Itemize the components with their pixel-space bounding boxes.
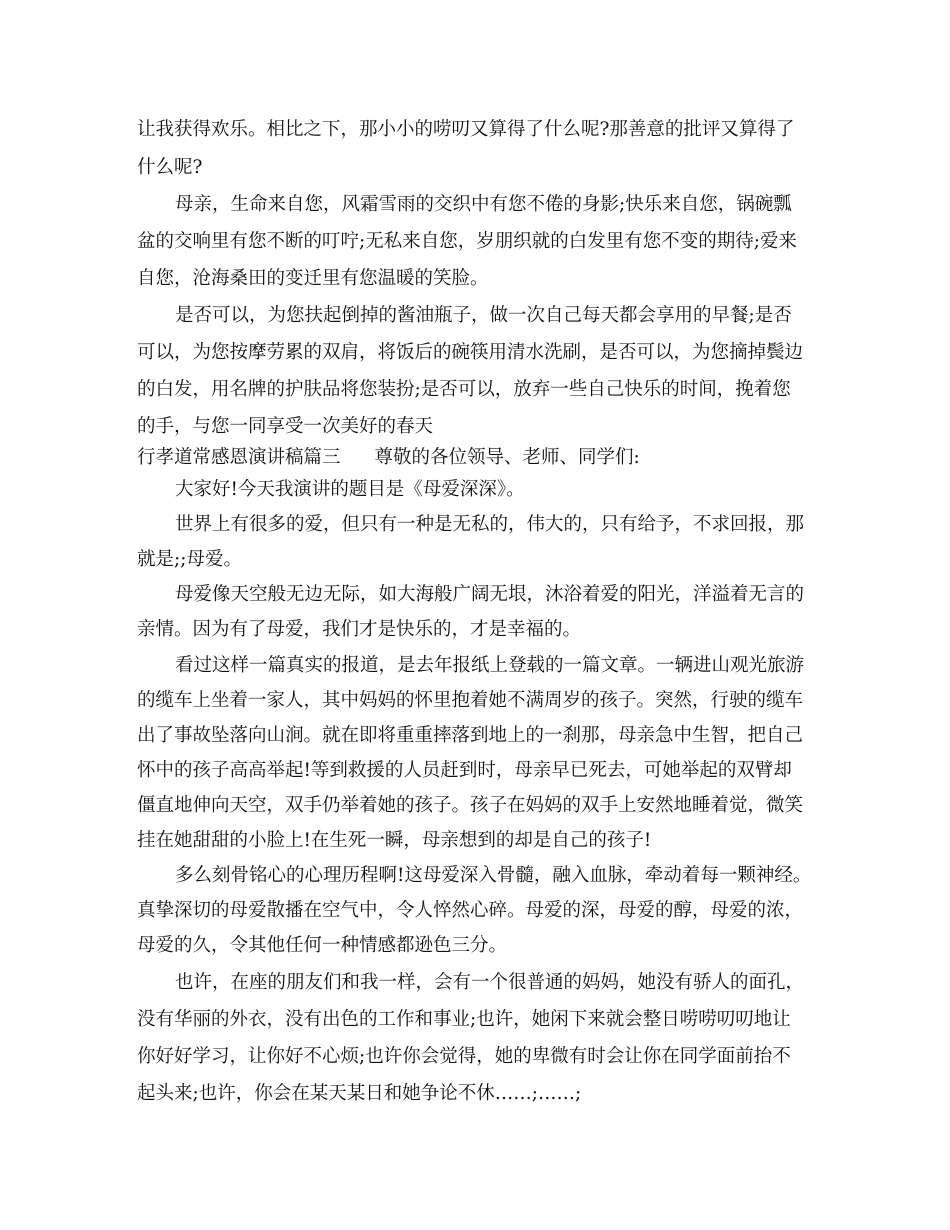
paragraph-start-line: 多么刻骨铭心的心理历程啊!这母爱深入骨髓，融入血脉，牵动着每一颗神经。 xyxy=(175,865,812,886)
text-line: 的手，与您一同享受一次美好的春天 xyxy=(137,416,434,437)
text-line: 挂在她甜甜的小脸上!在生死一瞬，母亲想到的却是自己的孩子! xyxy=(137,830,652,851)
paragraph-start-line: 母爱像天空般无边无际，如大海般广阔无垠，沐浴着爱的阳光，洋溢着无言的 xyxy=(175,584,805,605)
paragraph-start-line: 是否可以，为您扶起倒掉的酱油瓶子，做一次自己每天都会享用的早餐;是否 xyxy=(175,305,792,326)
paragraph-start-line: 世界上有很多的爱，但只有一种是无私的，伟大的，只有给予，不求回报，那 xyxy=(175,514,805,535)
text-line: 起头来;也许，你会在某天某日和她争论不休……;……; xyxy=(137,1083,582,1104)
text-line: 让我获得欢乐。相比之下，那小小的唠叨又算得了什么呢?那善意的批评又算得了 xyxy=(137,119,795,140)
section-title: 行孝道常感恩演讲稿篇三 xyxy=(137,447,341,468)
section-heading-line xyxy=(137,446,640,470)
paragraph-start-line: 大家好!今天我演讲的题目是《母爱深深》。 xyxy=(175,479,525,500)
text-line: 的白发，用名牌的护肤品将您装扮;是否可以，放弃一些自己快乐的时间，挽着您 xyxy=(137,379,791,400)
text-line: 真挚深切的母爱散播在空气中，令人悴然心碎。母爱的深，母爱的醇，母爱的浓， xyxy=(137,900,804,921)
paragraph-start-line: 母亲，生命来自您，风霜雪雨的交织中有您不倦的身影;快乐来自您，锅碗瓢 xyxy=(175,194,792,215)
paragraph-start-line: 也许，在座的朋友们和我一样，会有一个很普通的妈妈，她没有骄人的面孔， xyxy=(175,972,805,993)
paragraph-start-line: 看过这样一篇真实的报道，是去年报纸上登载的一篇文章。一辆进山观光旅游 xyxy=(175,655,805,676)
text-line: 怀中的孩子高高举起!等到救援的人员赶到时，母亲早已死去，可她举起的双臂却 xyxy=(137,760,792,781)
text-line: 就是;;母爱。 xyxy=(137,549,242,570)
text-line: 可以，为您按摩劳累的双肩，将饭后的碗筷用清水洗刷，是否可以，为您摘掉鬓边 xyxy=(137,342,804,363)
salutation: 尊敬的各位领导、老师、同学们: xyxy=(374,447,640,468)
text-line: 僵直地伸向天空，双手仍举着她的孩子。孩子在妈妈的双手上安然地睡着觉，微笑 xyxy=(137,795,804,816)
text-line: 你好好学习，让你好不心烦;也许你会觉得，她的卑微有时会让你在同学面前抬不 xyxy=(137,1046,791,1067)
text-line: 的缆车上坐着一家人，其中妈妈的怀里抱着她不满周岁的孩子。突然，行驶的缆车 xyxy=(137,690,804,711)
text-line: 母爱的久，令其他任何一种情感都逊色三分。 xyxy=(137,935,508,956)
text-line: 什么呢? xyxy=(137,157,203,178)
text-line: 出了事故坠落向山涧。就在即将重重摔落到地上的一刹那，母亲急中生智，把自己 xyxy=(137,725,804,746)
text-line: 自您，沧海桑田的变迁里有您温暖的笑脸。 xyxy=(137,268,489,289)
text-line: 亲情。因为有了母爱，我们才是快乐的，才是幸福的。 xyxy=(137,619,582,640)
text-line: 没有华丽的外衣，没有出色的工作和事业;也许，她闲下来就会整日唠唠叨叨地让 xyxy=(137,1009,791,1030)
text-line: 盆的交响里有您不断的叮咛;无私来自您，岁朋织就的白发里有您不变的期待;爱来 xyxy=(137,231,797,252)
